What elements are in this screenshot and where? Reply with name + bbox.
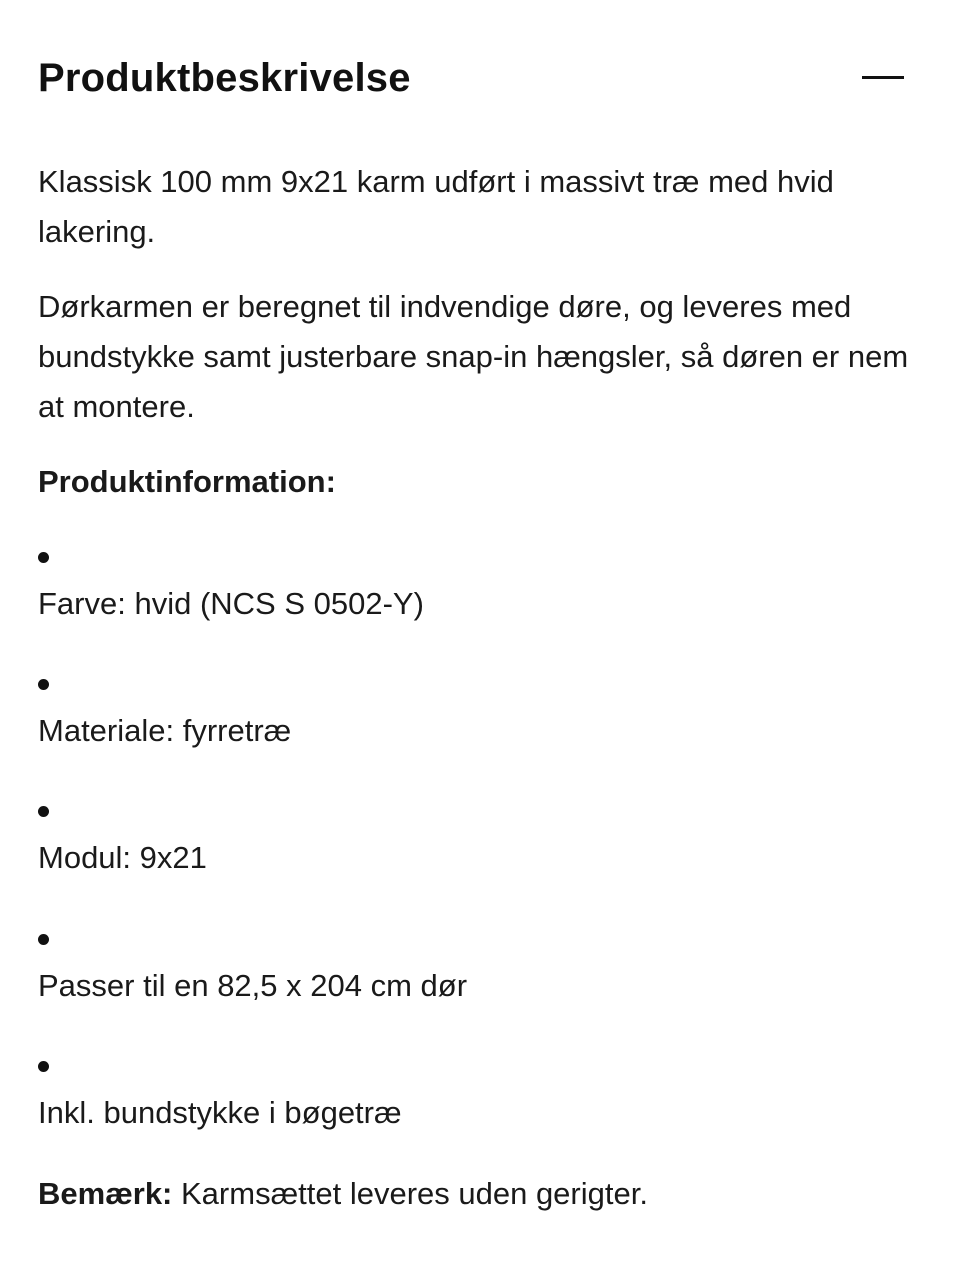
bullet-icon bbox=[38, 806, 49, 817]
section-title: Produktbeskrivelse bbox=[38, 56, 411, 100]
bullet-icon bbox=[38, 679, 49, 690]
minus-icon bbox=[862, 76, 904, 79]
description-paragraph-2: Dørkarmen er beregnet til indvendige døre, og leveres med bundstykke samt justerbare snap-in hængsler, så døren er nem at montere. bbox=[38, 289, 909, 424]
bullet-icon bbox=[38, 552, 49, 563]
note-body: Karmsættet leveres uden gerigter. bbox=[172, 1176, 648, 1211]
list-item-text: Materiale: fyrretræ bbox=[38, 713, 292, 748]
collapse-button[interactable] bbox=[860, 62, 906, 94]
list-item-text: Modul: 9x21 bbox=[38, 840, 207, 875]
note-text bbox=[38, 1169, 648, 1219]
bullet-icon bbox=[38, 1061, 49, 1072]
bullet-icon bbox=[38, 934, 49, 945]
list-item-text: Inkl. bundstykke i bøgetræ bbox=[38, 1095, 402, 1130]
accordion-header[interactable] bbox=[38, 52, 922, 104]
note-label: Bemærk: bbox=[38, 1176, 173, 1211]
list-item bbox=[38, 1061, 922, 1161]
list-item bbox=[38, 679, 922, 779]
list-item-text: Farve: hvid (NCS S 0502-Y) bbox=[38, 586, 424, 621]
list-item bbox=[38, 934, 922, 1034]
list-item bbox=[38, 552, 922, 652]
list-item-text: Passer til en 82,5 x 204 cm dør bbox=[38, 968, 468, 1003]
description-paragraph-1: Klassisk 100 mm 9x21 karm udført i massivt træ med hvid lakering. bbox=[38, 164, 834, 249]
product-info-heading: Produktinformation: bbox=[38, 464, 336, 499]
list-item bbox=[38, 806, 922, 906]
